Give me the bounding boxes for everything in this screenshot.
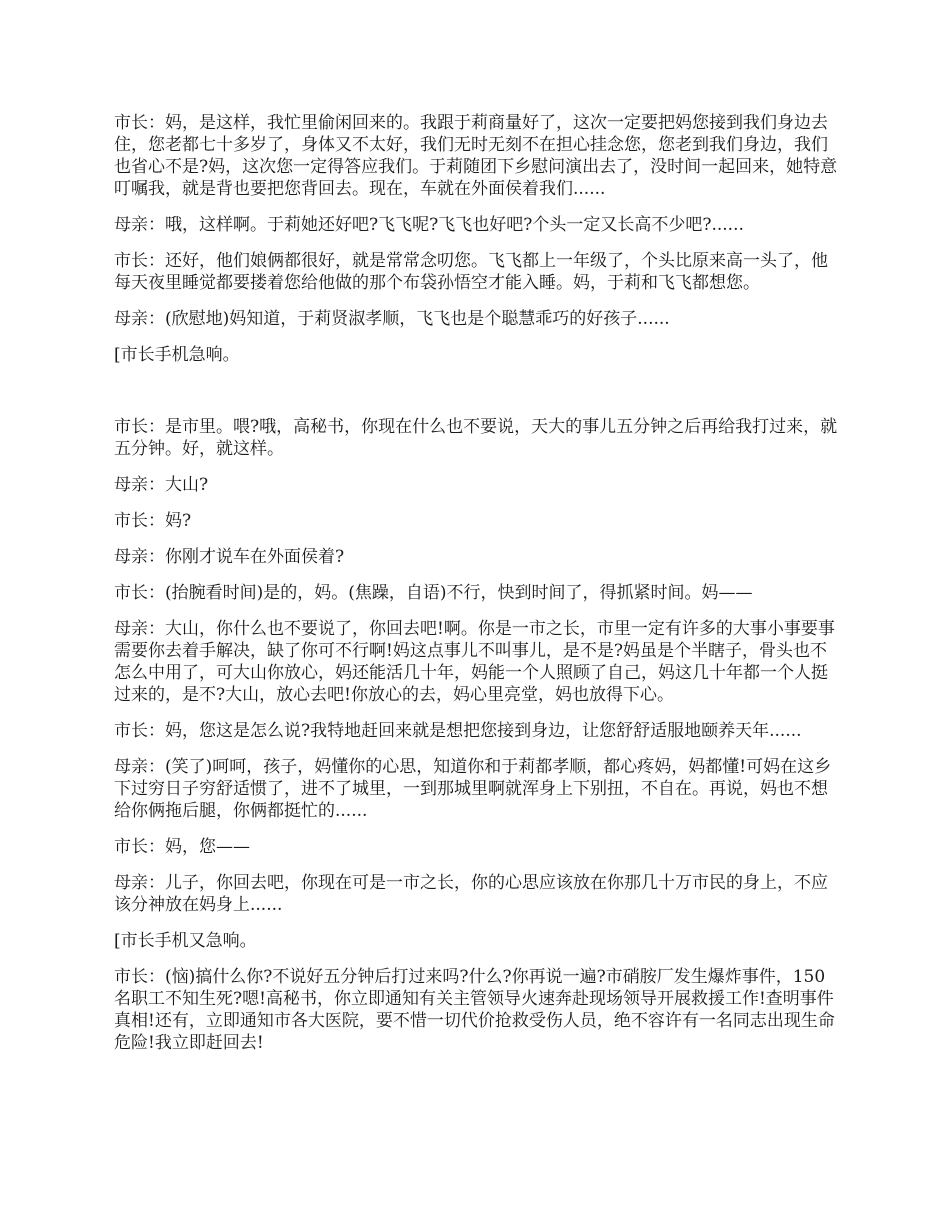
dialogue-paragraph: 母亲：大山，你什么也不要说了，你回去吧!啊。你是一市之长，市里一定有许多的大事小事要事需要你去着手解决，缺了你可不行啊!妈这点事儿不叫事儿，是不是?妈虽是个半瞎子，骨头也不怎么中用了，可大山你放心，妈还能活几十年，妈能一个人照顾了自己，妈这几十年都一个人挺过来的，是不?大山，放心去吧!你放心的去，妈心里亮堂，妈也放得下心。 <box>114 619 835 705</box>
stage-direction: [市长手机又急响。 <box>114 931 257 951</box>
dialogue-paragraph: 母亲：大山? <box>114 475 209 495</box>
dialogue-paragraph: 母亲：(欣慰地)妈知道，于莉贤淑孝顺，飞飞也是个聪慧乖巧的好孩子...... <box>114 309 670 329</box>
stage-direction: [市长手机急响。 <box>114 345 240 365</box>
dialogue-paragraph: 母亲：你刚才说车在外面侯着? <box>114 547 345 567</box>
dialogue-paragraph: 母亲：儿子，你回去吧，你现在可是一市之长，你的心思应该放在你那几十万市民的身上，不应该分神放在妈身上...... <box>114 873 828 915</box>
dialogue-paragraph: 市长：(抬腕看时间)是的，妈。(焦躁，自语)不行，快到时间了，得抓紧时间。妈—— <box>114 583 753 603</box>
dialogue-paragraph: 市长：(恼)搞什么你?不说好五分钟后打过来吗?什么?你再说一遍?市硝胺厂发生爆炸事件，150 名职工不知生死?嗯!高秘书，你立即通知有关主管领导火速奔赴现场领导开展救援工作!查明事件真相!还有，立即通知市各大医院，要不惜一切代价抢救受伤人员，绝不容许有一名同志出现生命危险!我立即赶回去! <box>114 967 835 1053</box>
dialogue-paragraph: 母亲：哦，这样啊。于莉她还好吧?飞飞呢?飞飞也好吧?个头一定又长高不少吧?...... <box>114 215 744 235</box>
dialogue-paragraph: 市长：妈，您—— <box>114 837 250 857</box>
dialogue-paragraph: 市长：还好，他们娘俩都很好，就是常常念叨您。飞飞都上一年级了，个头比原来高一头了，他每天夜里睡觉都要搂着您给他做的那个布袋孙悟空才能入睡。妈，于莉和飞飞都想您。 <box>114 251 828 293</box>
dialogue-block-1 <box>114 112 840 366</box>
dialogue-paragraph: 市长：是市里。喂?哦，高秘书，你现在什么也不要说，天大的事儿五分钟之后再给我打过来，就五分钟。好，就这样。 <box>114 417 838 459</box>
dialogue-paragraph: 市长：妈，您这是怎么说?我特地赶回来就是想把您接到身边，让您舒舒适服地颐养天年...... <box>114 721 802 741</box>
dialogue-block-2 <box>114 416 840 1054</box>
dialogue-paragraph: 市长：妈? <box>114 511 192 531</box>
section-gap <box>114 380 840 416</box>
document-page <box>114 112 840 1068</box>
dialogue-paragraph: 母亲：(笑了)呵呵，孩子，妈懂你的心思，知道你和于莉都孝顺，都心疼妈，妈都懂!可妈在这乡下过穷日子穷舒适惯了，进不了城里，一到那城里啊就浑身上下别扭，不自在。再说，妈也不想给你俩拖后腿，你俩都挺忙的...... <box>114 757 832 821</box>
dialogue-paragraph: 市长：妈，是这样，我忙里偷闲回来的。我跟于莉商量好了，这次一定要把妈您接到我们身边去住，您老都七十多岁了，身体又不太好，我们无时无刻不在担心挂念您，您老到我们身边，我们也省心不是?妈，这次您一定得答应我们。于莉随团下乡慰问演出去了，没时间一起回来，她特意叮嘱我，就是背也要把您背回去。现在，车就在外面侯着我们...... <box>114 113 838 199</box>
